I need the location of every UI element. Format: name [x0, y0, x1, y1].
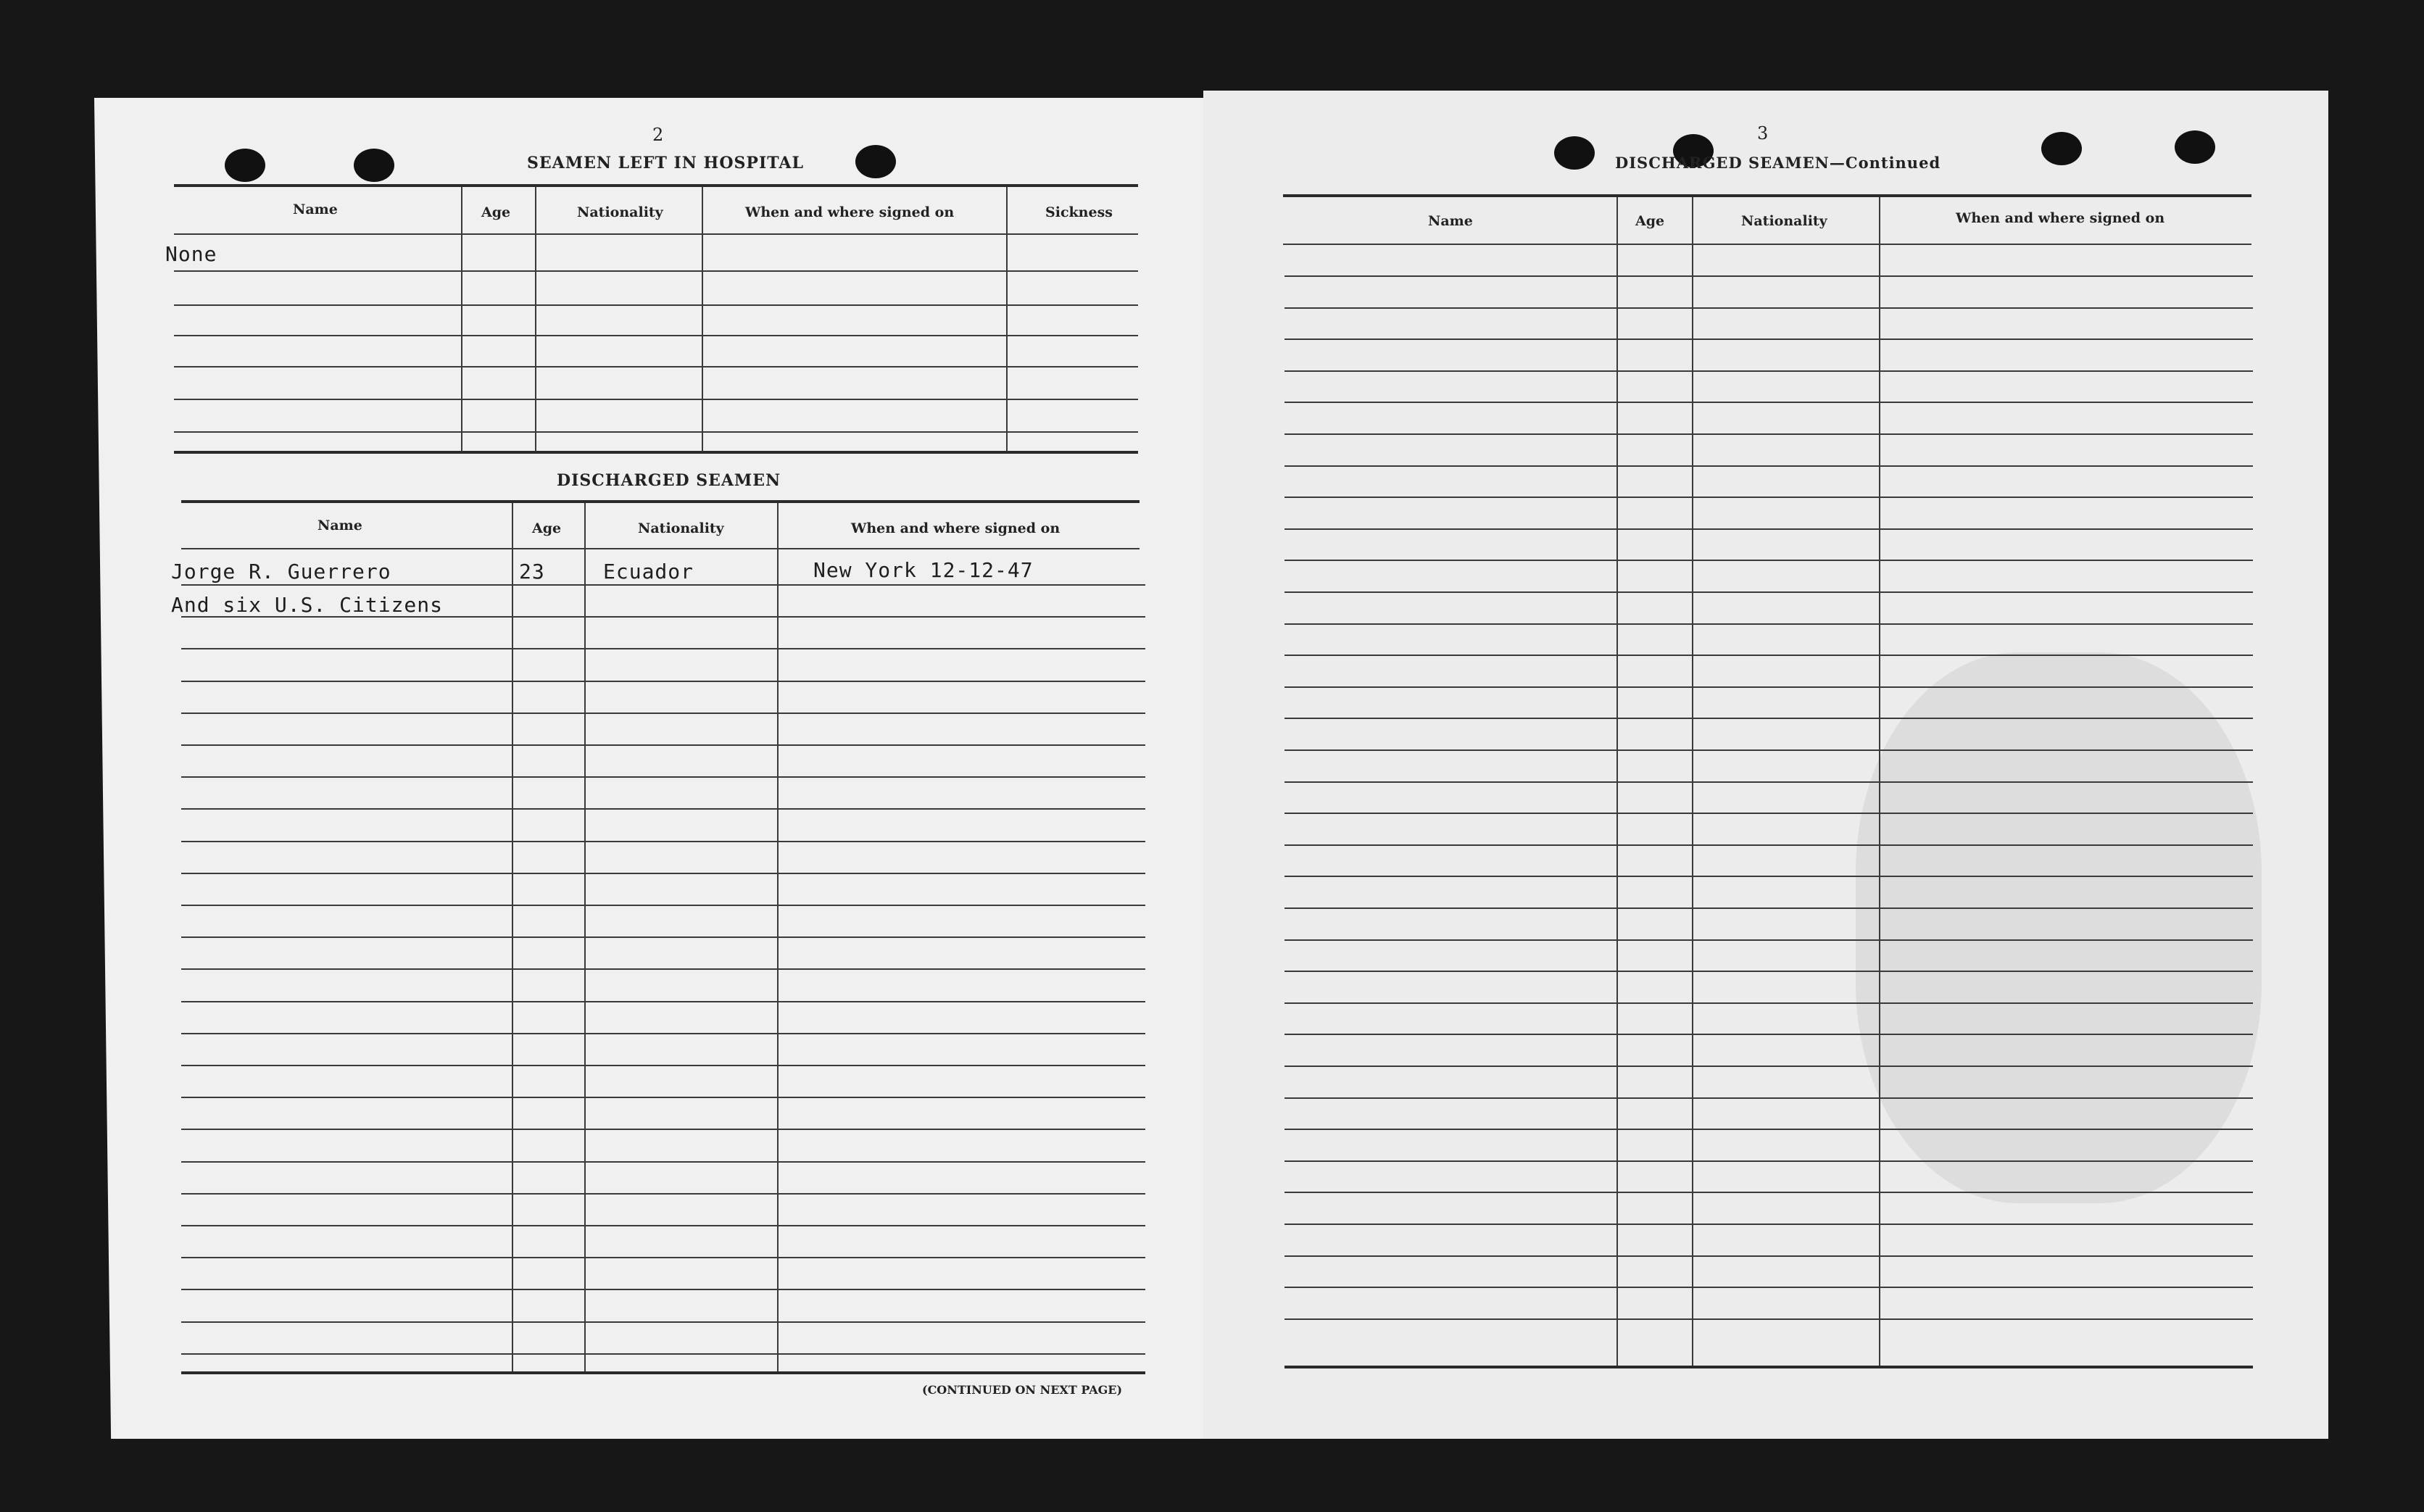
- punch-hole: [2175, 130, 2215, 164]
- column-divider: [461, 187, 462, 452]
- table-rule: [181, 1193, 1145, 1195]
- paper-smudge: [1856, 652, 2262, 1203]
- table-rule: [174, 431, 1138, 433]
- table-rule: [181, 548, 1140, 549]
- table-rule: [174, 184, 1138, 187]
- col-header-name: Name: [1428, 213, 1473, 229]
- table-rule: [1284, 338, 2253, 340]
- column-divider: [512, 503, 513, 1373]
- table-rule: [181, 648, 1145, 649]
- col-header-nationality: Nationality: [1741, 213, 1827, 229]
- table-rule: [1284, 1224, 2253, 1225]
- table-rule: [1284, 623, 2253, 625]
- table-rule: [1284, 1255, 2253, 1257]
- table-rule: [174, 233, 1138, 235]
- table-rule: [181, 873, 1145, 874]
- table-rule: [1283, 194, 2251, 197]
- page-number-left: 2: [652, 125, 664, 145]
- table-rule: [1284, 907, 2253, 909]
- table-rule: [181, 776, 1145, 778]
- table-rule: [181, 744, 1145, 746]
- table-rule: [181, 936, 1145, 938]
- seaman-name: Jorge R. Guerrero: [171, 560, 391, 583]
- table-rule: [181, 841, 1145, 842]
- continued-footer: (CONTINUED ON NEXT PAGE): [922, 1383, 1123, 1397]
- table-rule: [181, 1065, 1145, 1066]
- table-rule: [181, 968, 1145, 970]
- table-rule: [1284, 370, 2253, 372]
- col-header-signed-on: When and where signed on: [1956, 210, 2165, 226]
- column-divider: [702, 187, 703, 452]
- table-rule: [174, 399, 1138, 400]
- table-rule: [1283, 244, 2251, 245]
- table-rule: [181, 1225, 1145, 1226]
- table-rule: [181, 713, 1145, 714]
- col-header-name: Name: [317, 518, 362, 533]
- column-divider: [777, 503, 779, 1373]
- table-rule: [1284, 1192, 2253, 1193]
- table-rule: [181, 1161, 1145, 1163]
- table-rule: [1284, 749, 2253, 751]
- table-rule: [174, 304, 1138, 306]
- table-rule: [1284, 876, 2253, 877]
- hospital-section-title: SEAMEN LEFT IN HOSPITAL: [527, 154, 804, 173]
- table-rule: [181, 1289, 1145, 1290]
- col-header-age: Age: [532, 520, 562, 536]
- table-rule: [1284, 1002, 2253, 1004]
- table-rule: [174, 451, 1138, 454]
- discharged-section-title: DISCHARGED SEAMEN: [557, 471, 781, 490]
- seaman-signed-on: New York 12-12-47: [813, 558, 1034, 582]
- left-page: [94, 98, 1211, 1439]
- column-divider: [584, 503, 586, 1373]
- col-header-nationality: Nationality: [638, 520, 724, 536]
- table-rule: [1284, 686, 2253, 688]
- column-divider: [535, 187, 536, 452]
- table-rule: [174, 335, 1138, 336]
- hospital-entry: None: [165, 242, 217, 266]
- table-rule: [181, 1129, 1145, 1130]
- table-rule: [181, 1353, 1145, 1355]
- table-rule: [181, 808, 1145, 810]
- punch-hole: [2041, 132, 2082, 165]
- table-rule: [1284, 1318, 2253, 1320]
- col-header-age: Age: [1635, 213, 1665, 229]
- table-rule: [1284, 813, 2253, 814]
- table-rule: [1284, 971, 2253, 972]
- table-rule: [1284, 307, 2253, 309]
- table-rule: [1284, 560, 2253, 561]
- table-rule: [181, 1371, 1145, 1374]
- table-rule: [1284, 433, 2253, 435]
- table-rule: [181, 681, 1145, 682]
- table-rule: [181, 1001, 1145, 1002]
- table-rule: [181, 1033, 1145, 1034]
- table-rule: [1284, 591, 2253, 593]
- table-rule: [181, 905, 1145, 906]
- table-rule: [1284, 1066, 2253, 1067]
- punch-hole: [1554, 136, 1595, 170]
- seaman-name: And six U.S. Citizens: [171, 593, 444, 617]
- col-header-age: Age: [481, 204, 511, 220]
- table-rule: [1284, 655, 2253, 656]
- table-rule: [181, 584, 1145, 586]
- punch-hole: [855, 145, 896, 178]
- table-rule: [1284, 275, 2253, 277]
- table-rule: [181, 1321, 1145, 1323]
- table-rule: [1284, 1366, 2253, 1368]
- table-rule: [174, 270, 1138, 272]
- table-rule: [1284, 497, 2253, 498]
- table-rule: [181, 1097, 1145, 1098]
- seaman-age: 23: [519, 560, 545, 583]
- table-rule: [1284, 1034, 2253, 1035]
- table-rule: [1284, 1129, 2253, 1130]
- table-rule: [1284, 402, 2253, 403]
- table-rule: [1284, 1097, 2253, 1099]
- table-rule: [1284, 465, 2253, 467]
- table-rule: [1284, 528, 2253, 530]
- right-page-title: DISCHARGED SEAMEN—Continued: [1615, 154, 1941, 172]
- table-rule: [1284, 781, 2253, 783]
- table-rule: [181, 1257, 1145, 1258]
- punch-hole: [225, 149, 265, 182]
- table-rule: [1284, 844, 2253, 846]
- table-rule: [1284, 1160, 2253, 1162]
- punch-hole: [354, 149, 394, 182]
- col-header-signed-on: When and where signed on: [745, 204, 955, 220]
- col-header-sickness: Sickness: [1045, 204, 1113, 220]
- table-rule: [174, 366, 1138, 367]
- table-rule: [181, 500, 1140, 503]
- col-header-nationality: Nationality: [577, 204, 663, 220]
- col-header-signed-on: When and where signed on: [851, 520, 1060, 536]
- seaman-nationality: Ecuador: [603, 560, 694, 583]
- table-rule: [1284, 718, 2253, 719]
- table-rule: [1284, 939, 2253, 941]
- column-divider: [1006, 187, 1008, 452]
- table-rule: [1284, 1287, 2253, 1288]
- col-header-name: Name: [293, 202, 338, 217]
- page-number-right: 3: [1757, 123, 1769, 144]
